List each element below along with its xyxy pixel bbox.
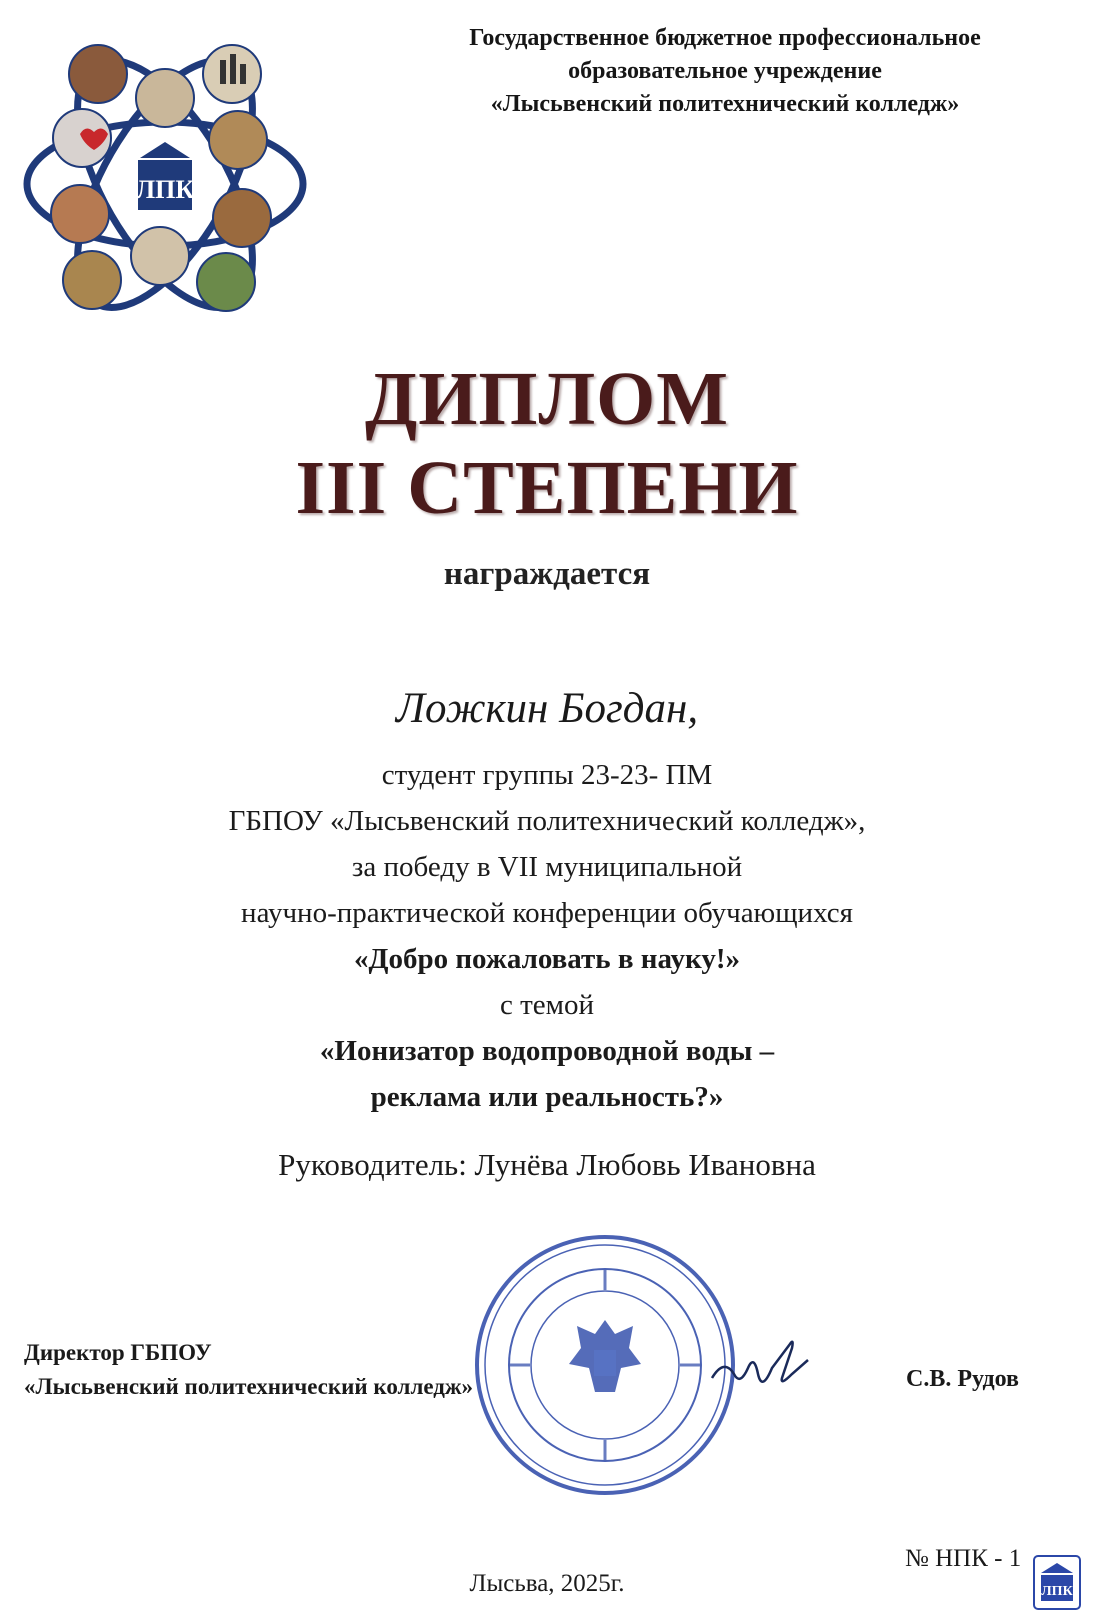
supervisor-line: Руководитель: Лунёва Любовь Ивановна — [278, 1147, 816, 1182]
body-line-victory: за победу в VII муниципальной — [351, 851, 743, 883]
org-line-3: «Лысьвенский политехнический колледж» — [490, 91, 960, 117]
diploma-body — [0, 752, 1094, 1120]
recipient-name: Ложкин Богдан, — [395, 685, 699, 732]
director-position-line-2: «Лысьвенский политехнический колледж» — [24, 1374, 474, 1399]
corner-logo-monogram: ЛПК — [1041, 1584, 1073, 1599]
org-line-1: Государственное бюджетное профессиональное — [469, 25, 981, 51]
body-line-conference: научно-практической конференции обучающихся — [241, 897, 853, 929]
diploma-degree: III СТЕПЕНИ — [295, 446, 799, 530]
diploma-title: ДИПЛОМ — [365, 357, 729, 441]
awarded-label: награждается — [443, 556, 651, 592]
diploma-number: № НПК - 1 — [905, 1545, 1022, 1572]
topic-line-1: «Ионизатор водопроводной воды – — [319, 1035, 775, 1067]
handwritten-signature-icon — [708, 1334, 818, 1404]
conference-name: «Добро пожаловать в науку!» — [354, 943, 740, 975]
college-corner-logo-icon — [1033, 1555, 1081, 1610]
director-position — [24, 1336, 473, 1404]
org-line-2: образовательное учреждение — [568, 58, 882, 84]
city-year: Лысьва, 2025г. — [469, 1570, 625, 1597]
director-position-line-1: Директор ГБПОУ — [24, 1340, 212, 1365]
college-atom-emblem-icon — [20, 38, 310, 330]
body-line-topic-label: с темой — [499, 989, 595, 1021]
body-line-group: студент группы 23-23- ПМ — [381, 759, 713, 791]
body-line-college: ГБПОУ «Лысьвенский политехнический колледж», — [228, 805, 866, 837]
organization-header — [395, 22, 1055, 121]
director-name: С.В. Рудов — [906, 1366, 1019, 1392]
logo-monogram: ЛПК — [135, 175, 195, 204]
topic-line-2: реклама или реальность?» — [370, 1081, 724, 1113]
official-round-seal-icon — [470, 1230, 740, 1500]
